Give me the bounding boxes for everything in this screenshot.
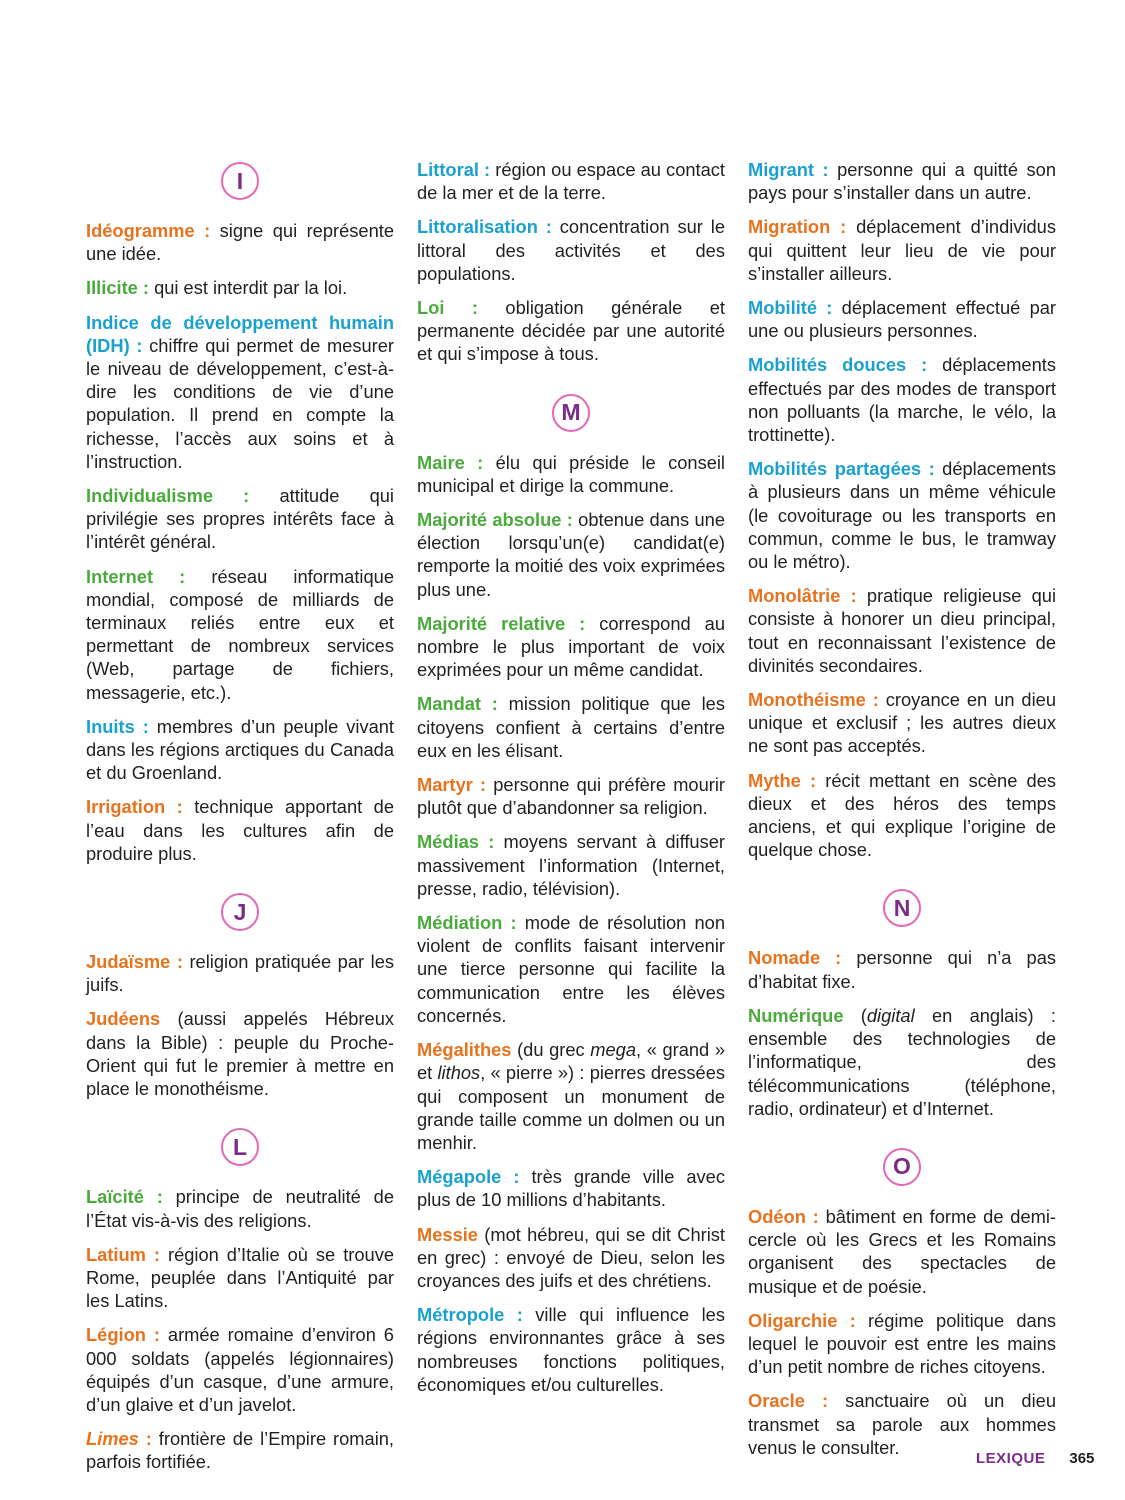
entry-migrant: Migrant : personne qui a quitté son pays pour s’installer dans un autre. [748, 159, 1056, 204]
letter-badge-j: J [221, 893, 259, 931]
entry-individualisme: Individualisme : attitude qui privilégie ses propres intérêts face à l’intérêt général. [86, 485, 394, 553]
entry-oligarchie: Oligarchie : régime politique dans lequel le pouvoir est entre les mains d’un petit nombre de riches citoyens. [748, 1309, 1056, 1378]
entry-numerique: Numérique (digital en anglais) : ensemble des technologies de l’informatique, des télécommunications (téléphone, radio, ordinateur) et d’Internet. [748, 1004, 1056, 1119]
entry-maire: Maire : élu qui préside le conseil municipal et dirige la commune. [417, 451, 725, 496]
entry-loi: Loi : obligation générale et permanente décidée par une autorité et qui s’impose à tous. [417, 297, 725, 365]
entry-megalithes: Mégalithes (du grec mega, « grand » et lithos, « pierre ») : pierres dressées qui composent un monument de grande taille comme un dolmen ou un menhir. [417, 1039, 726, 1153]
letter-badge-l: L [221, 1128, 259, 1166]
entry-oracle: Oracle : sanctuaire où un dieu transmet sa parole aux hommes venus le consulter. [748, 1390, 1056, 1458]
entry-mythe: Mythe : récit mettant en scène des dieux et des héros des temps anciens, et qui explique l’origine de quelque chose. [748, 769, 1056, 861]
entry-illicite: Illicite : qui est interdit par la loi. [86, 277, 348, 299]
column-1 [86, 158, 394, 1485]
letter-badge-i: I [221, 162, 259, 200]
letter-badge-o: O [883, 1148, 921, 1186]
entry-metropole: Métropole : ville qui influence les régions environnantes grâce à ses nombreuses fonctions politiques, économiques et/ou culturelles. [417, 1304, 725, 1395]
entry-megapole: Mégapole : très grande ville avec plus de 10 millions d’habitants. [417, 1166, 725, 1211]
column-2 [417, 158, 725, 1407]
entry-martyr: Martyr : personne qui préfère mourir plutôt que d’abandonner sa religion. [417, 774, 726, 819]
entry-internet: Internet : réseau informatique mondial, composé de milliards de terminaux reliés entre eux et permettant de nombreux services (Web, partage de fichiers, messagerie, etc.). [86, 565, 394, 703]
entry-migration: Migration : déplacement d’individus qui quittent leur lieu de vie pour s’installer ailleurs. [748, 216, 1056, 284]
entry-mobilite: Mobilité : déplacement effectué par une ou plusieurs personnes. [748, 297, 1056, 342]
entry-judaisme: Judaïsme : religion pratiquée par les juifs. [86, 951, 394, 996]
entry-mandat: Mandat : mission politique que les citoyens confient à certains d’entre eux en les élisant. [417, 693, 725, 761]
entry-nomade: Nomade : personne qui n’a pas d’habitat fixe. [748, 947, 1056, 992]
entry-mediation: Médiation : mode de résolution non violent de conflits faisant intervenir une tierce personne qui facilite la communication entre les élèves concernés. [417, 912, 725, 1026]
entry-inuits: Inuits : membres d’un peuple vivant dans les régions arctiques du Canada et du Groenland. [86, 715, 394, 784]
entry-judeens: Judéens (aussi appelés Hébreux dans la Bible) : peuple du Proche-Orient qui fut le premier à mettre en place le monothéisme. [86, 1008, 394, 1100]
entry-idh: Indice de développement humain (IDH) : chiffre qui permet de mesurer le niveau de développement, c’est-à-dire les conditions de vie d’une population. Il prend en compte la richesse, l’accès aux soins et à l’instruction. [86, 311, 394, 472]
entry-medias: Médias : moyens servant à diffuser massivement l’information (Internet, presse, radio, télévision). [417, 831, 725, 899]
entry-mobilites-douces: Mobilités douces : déplacements effectués par des modes de transport non polluants (la marche, le vélo, la trottinette). [748, 354, 1056, 446]
entry-monolatrie: Monolâtrie : pratique religieuse qui consiste à honorer un dieu principal, tout en reconnaissant l’existence de divinités secondaires. [748, 585, 1057, 676]
entry-monotheisme: Monothéisme : croyance en un dieu unique et exclusif ; les autres dieux ne sont pas acceptés. [748, 689, 1056, 757]
entry-odeon: Odéon : bâtiment en forme de demi-cercle où les Grecs et les Romains organisent des spectacles de musique et de poésie. [748, 1205, 1056, 1297]
entry-laicite: Laïcité : principe de neutralité de l’État vis-à-vis des religions. [86, 1186, 394, 1231]
entry-majorite-absolue: Majorité absolue : obtenue dans une élection lorsqu’un(e) candidat(e) remporte la moitié des voix exprimées plus une. [417, 509, 726, 600]
entry-littoral: Littoral : région ou espace au contact de la mer et de la terre. [417, 159, 725, 204]
entry-latium: Latium : région d’Italie où se trouve Rome, peuplée dans l’Antiquité par les Latins. [86, 1243, 395, 1312]
entry-majorite-relative: Majorité relative : correspond au nombre le plus important de voix exprimées pour un même candidat. [417, 612, 725, 681]
letter-badge-m: M [552, 394, 590, 432]
entry-littoralisation: Littoralisation : concentration sur le littoral des activités et des populations. [417, 216, 726, 284]
entry-legion: Légion : armée romaine d’environ 6 000 soldats (appelés légionnaires) équipés d’un casque, d’une armure, d’un glaive et d’un javelot. [86, 1324, 394, 1415]
entry-ideogramme: Idéogramme : signe qui représente une idée. [86, 220, 394, 265]
entry-irrigation: Irrigation : technique apportant de l’eau dans les cultures afin de produire plus. [86, 796, 394, 864]
entry-messie: Messie (mot hébreu, qui se dit Christ en grec) : envoyé de Dieu, selon les croyances des juifs et des chrétiens. [417, 1223, 725, 1291]
entry-limes: Limes : frontière de l’Empire romain, parfois fortifiée. [86, 1428, 395, 1473]
entry-mobilites-partagees: Mobilités partagées : déplacements à plusieurs dans un même véhicule (le covoiturage ou les transports en commun, comme le bus, le tramway ou le métro). [748, 458, 1057, 573]
section-label: LEXIQUE [976, 1450, 1046, 1467]
page-footer [976, 1450, 1094, 1467]
column-3 [748, 158, 1056, 1470]
page-number: 365 [1069, 1450, 1095, 1467]
letter-badge-n: N [883, 889, 921, 927]
